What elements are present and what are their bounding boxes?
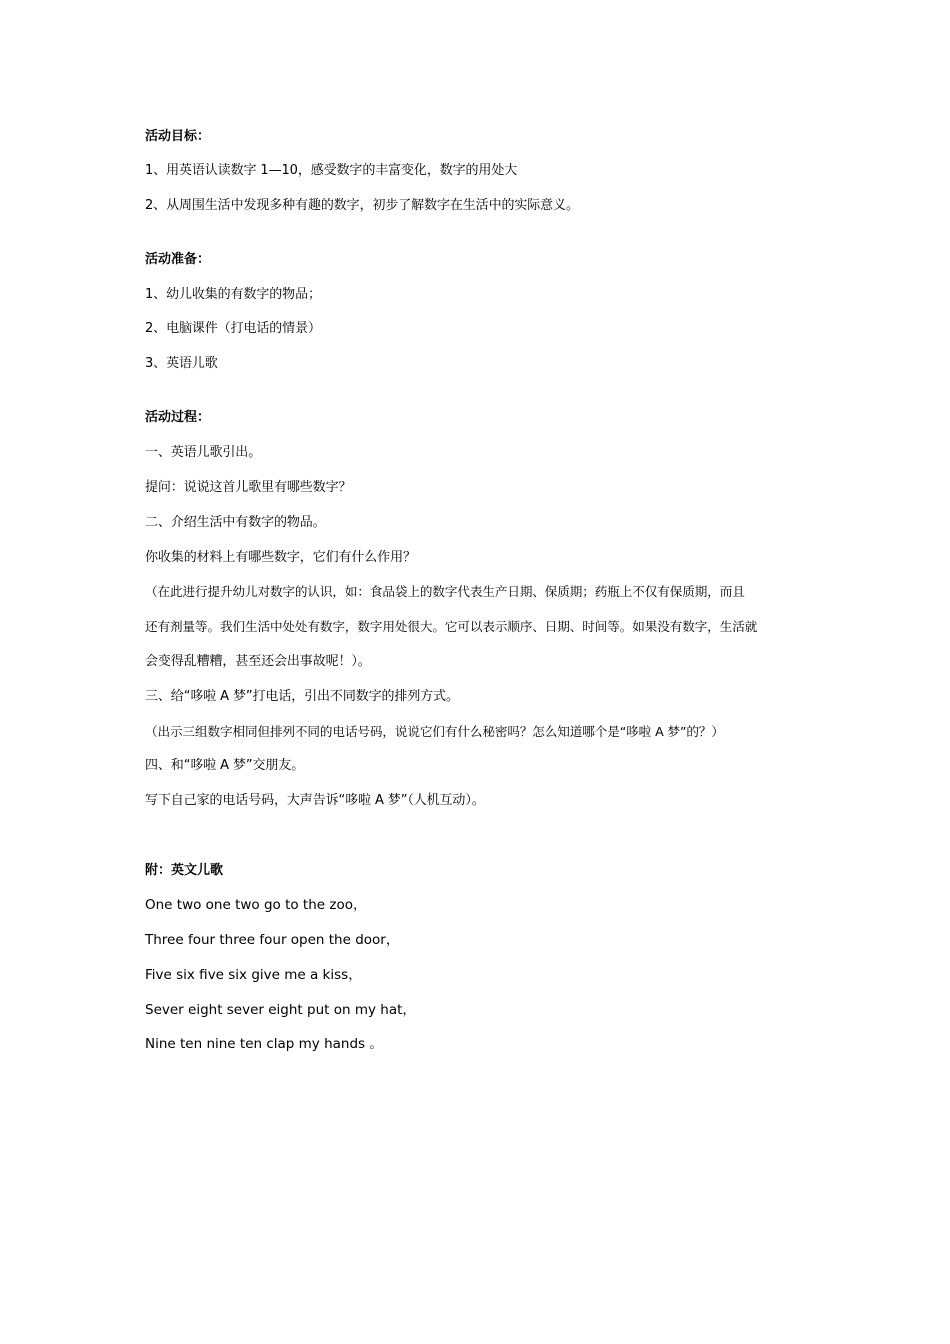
process-line-9: （出示三组数字相同但排列不同的电话号码，说说它们有什么秘密吗？怎么知道哪个是“哆啦 A 梦”的？） xyxy=(145,724,724,739)
song-line-5: Nine ten nine ten clap my hands 。 xyxy=(145,1036,383,1052)
process-line-5: （在此进行提升幼儿对数字的认识，如：食品袋上的数字代表生产日期、保质期；药瓶上不仅有保质期，而且 xyxy=(145,584,745,599)
process-line-10: 四、和“哆啦 A 梦”交朋友。 xyxy=(145,758,305,773)
goal-item-2: 2、从周围生活中发现多种有趣的数字，初步了解数字在生活中的实际意义。 xyxy=(145,198,579,213)
song-line-2: Three four three four open the door， xyxy=(145,932,400,948)
process-heading: 活动过程： xyxy=(145,410,211,425)
goal-item-1: 1、用英语认读数字 1—10，感受数字的丰富变化，数字的用处大 xyxy=(145,163,518,178)
process-line-6: 还有剂量等。我们生活中处处有数字，数字用处很大。它可以表示顺序、日期、时间等。如果没有数字，生活就 xyxy=(145,619,758,634)
song-line-4: Sever eight sever eight put on my hat， xyxy=(145,1002,416,1018)
process-line-3: 二、介绍生活中有数字的物品。 xyxy=(145,515,326,530)
preparation-heading: 活动准备： xyxy=(145,252,211,267)
process-line-2: 提问：说说这首儿歌里有哪些数字？ xyxy=(145,480,352,495)
song-line-3: Five six five six give me a kiss， xyxy=(145,967,362,983)
process-line-4: 你收集的材料上有哪些数字，它们有什么作用？ xyxy=(145,550,416,565)
song-line-1: One two one two go to the zoo， xyxy=(145,897,367,913)
process-line-1: 一、英语儿歌引出。 xyxy=(145,445,262,460)
preparation-item-3: 3、英语儿歌 xyxy=(145,356,218,371)
preparation-item-2: 2、电脑课件（打电话的情景） xyxy=(145,321,321,336)
appendix-heading: 附：英文儿歌 xyxy=(145,863,224,878)
process-line-11: 写下自己家的电话号码，大声告诉“哆啦 A 梦”（人机互动）。 xyxy=(145,793,485,808)
goals-heading: 活动目标： xyxy=(145,129,211,144)
preparation-item-1: 1、幼儿收集的有数字的物品； xyxy=(145,287,321,302)
process-line-8: 三、给“哆啦 A 梦”打电话，引出不同数字的排列方式。 xyxy=(145,689,459,704)
process-line-7: 会变得乱糟糟，甚至还会出事故呢！）。 xyxy=(145,654,371,669)
